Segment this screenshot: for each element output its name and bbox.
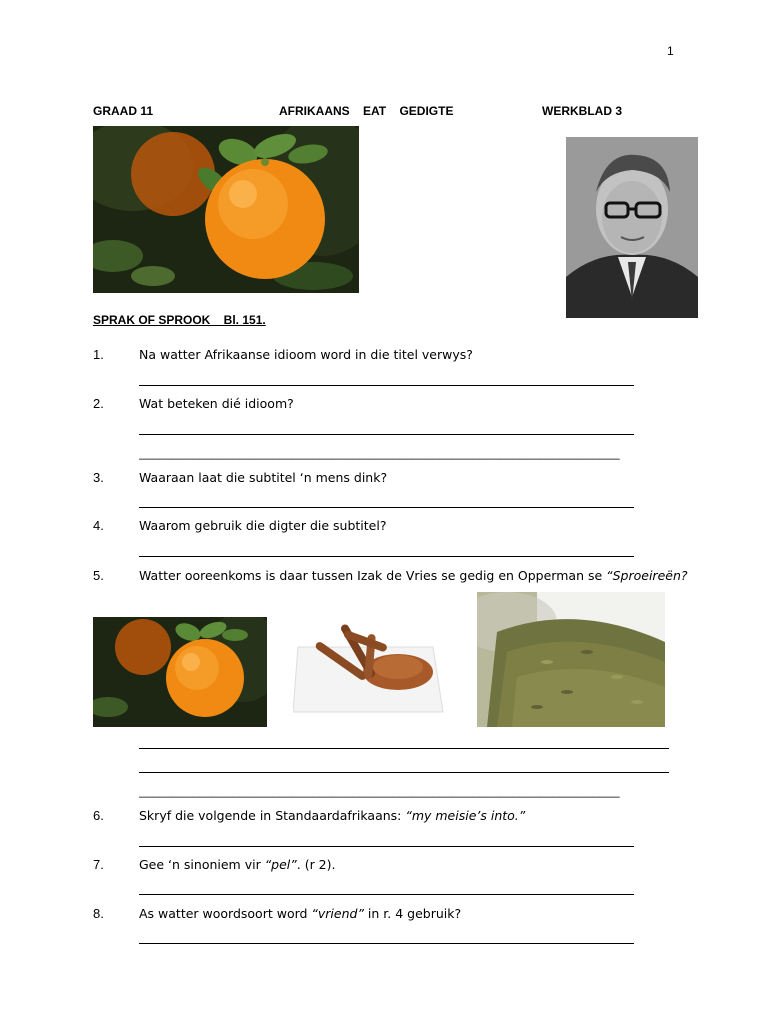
question-text-plain: Watter ooreenkoms is daar tussen Izak de Vries se gedig en Opperman se [139, 568, 607, 583]
answer-line[interactable] [139, 434, 634, 435]
question-text [139, 568, 688, 583]
answer-line[interactable] [139, 772, 669, 773]
section-title: SPRAK OF SPROOK Bl. 151. [93, 313, 266, 327]
question-text [139, 857, 336, 872]
question-number: 2. [93, 396, 104, 411]
page-number: 1 [667, 44, 674, 58]
answer-line[interactable] [139, 748, 669, 749]
poet-portrait-photo [566, 137, 698, 318]
question-text: Waarom gebruik die digter die subtitel? [139, 518, 387, 533]
question-text-emphasis: “pel” [264, 857, 297, 872]
question-text-emphasis: “Sproeireën? [606, 568, 688, 583]
orange-photo-small [93, 617, 267, 727]
question-number: 8. [93, 906, 104, 921]
answer-line[interactable] [139, 385, 634, 386]
question-text-suffix: in r. 4 gebruik? [363, 906, 462, 921]
question-number: 1. [93, 347, 104, 362]
answer-line[interactable] [139, 846, 634, 847]
grade-label: GRAAD 11 [93, 104, 154, 118]
question-text: Wat beteken dié idioom? [139, 396, 294, 411]
question-text [139, 906, 461, 921]
fennel-seeds-photo [477, 592, 665, 727]
subject-label: AFRIKAANS EAT GEDIGTE [279, 104, 454, 118]
question-text-plain: Gee ‘n sinoniem vir [139, 857, 265, 872]
answer-dash-line[interactable]: ________________________________________________________________________ [139, 784, 620, 798]
orange-tree-photo [93, 126, 359, 293]
question-number: 7. [93, 857, 104, 872]
question-text-emphasis: “vriend” [311, 906, 364, 921]
answer-line[interactable] [139, 556, 634, 557]
question-text [139, 808, 525, 823]
answer-line[interactable] [139, 894, 634, 895]
answer-line[interactable] [139, 943, 634, 944]
question-text-emphasis: “my meisie’s into.” [405, 808, 526, 823]
question-number: 4. [93, 518, 104, 533]
answer-line[interactable] [139, 507, 634, 508]
question-text: Waaraan laat die subtitel ‘n mens dink? [139, 470, 388, 485]
question-number: 5. [93, 568, 104, 583]
question-text-plain: Skryf die volgende in Standaardafrikaans: [139, 808, 406, 823]
question-number: 3. [93, 470, 104, 485]
answer-dash-line[interactable]: ________________________________________________________________________ [139, 446, 620, 460]
question-number: 6. [93, 808, 104, 823]
question-text: Na watter Afrikaanse idioom word in die titel verwys? [139, 347, 473, 362]
worksheet-label: WERKBLAD 3 [542, 104, 622, 118]
cinnamon-photo [293, 617, 445, 727]
question-text-suffix: . (r 2). [296, 857, 336, 872]
question-text-plain: As watter woordsoort word [139, 906, 312, 921]
